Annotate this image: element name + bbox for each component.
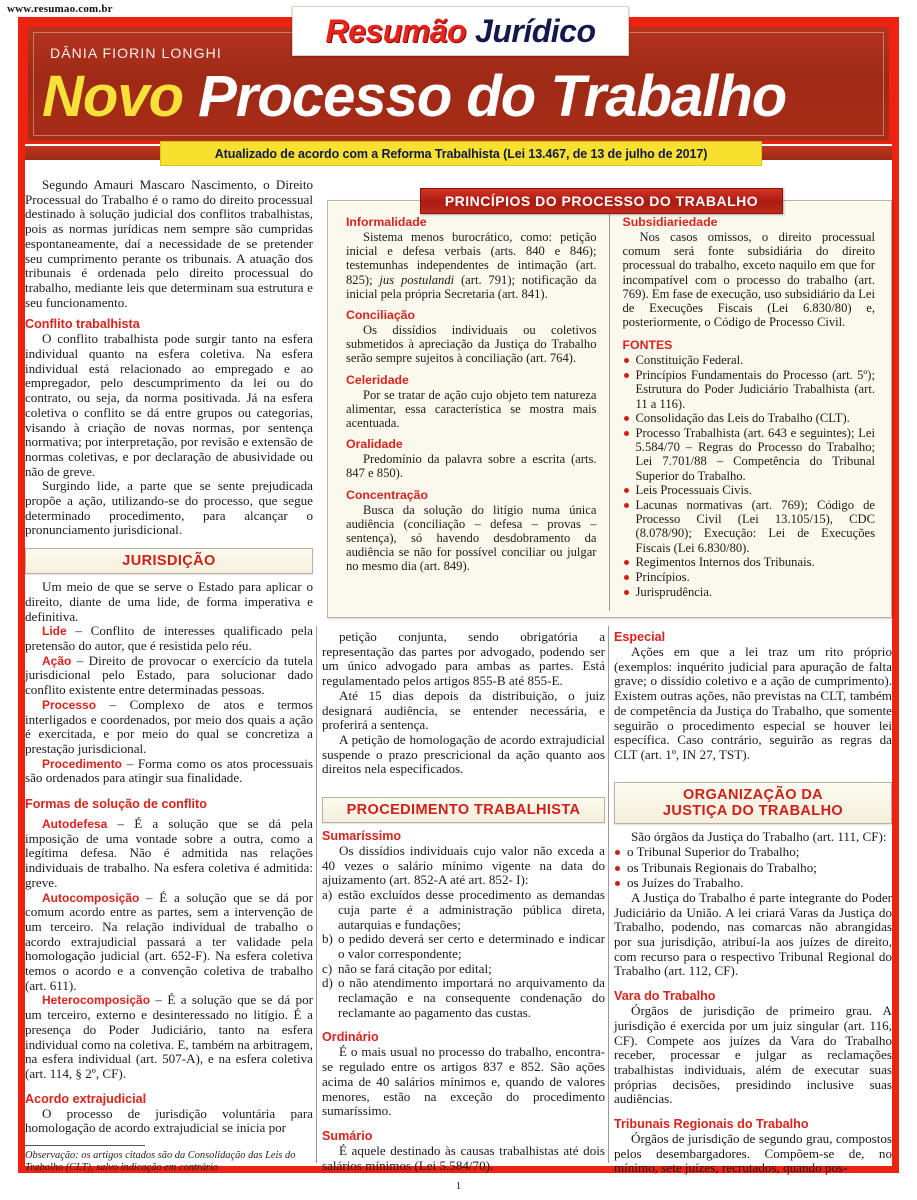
term-text-autocomposicao: – É a solução que se dá por comum acordo entre as partes, sem a intervenção de um terceiro. Na relação individual de trabalho o acordo extrajudicial passará a ter validade pela homologação judicial (art. 652-F). Na esfera coletiva temos o acordo e a convenção coletiva de trabalho (art. 611). [25,889,313,993]
acordo-paragraph: O processo de jurisdição voluntária para homologação de acordo extrajudicial se inicia por [25,1105,313,1136]
term-text-lide: – Conflito de interesses qualificado pela pretensão do autor, que é resistida pelo réu. [25,623,313,653]
column-divider-left [316,626,317,1163]
heading-tribunais-regionais: Tribunais Regionais do Trabalho [614,1117,809,1132]
term-text-autodefesa: – É a solução que se dá pela imposição de uma vontade sobre a outra, como a legítima defesa. Não é admitida nas relações individuais de trabalho. Na esfera coletiva é admitida: greve. [25,816,313,890]
term-label-processo: Processo [42,697,97,712]
term-label-lide: Lide [42,624,67,639]
term-text-processo: – Complexo de atos e termos interligados e coordenados, por meio dos quais a ação é exercitada, e por meio do qual se concretiza a prestação jurisdicional. [25,696,313,756]
ordinario-text: É o mais usual no processo do trabalho, encontra-se regulado entre os artigos 837 e 852. São ações acima de 40 salários mínimos e, quando de valores menores, estão na exceção do procedimento sumaríssimo. [322,1044,605,1119]
heading-ordinario: Ordinário [322,1030,379,1045]
org-intro: São órgãos da Justiça do Trabalho (art. 111, CF): [631,828,887,844]
sumarissimo-list [322,888,605,1020]
conflito-paragraph-2: Surgindo lide, a parte que se sente prejudicada propõe a ação, utilizando-se do processo, que segue determinado procedimento, para alcançar o pronunciamento jurisdicional. [25,478,313,538]
list-item: Consolidação das Leis do Trabalho (CLT). [623,411,876,425]
term-processo [25,698,313,757]
term-autocomposicao [25,891,313,994]
title-word-novo: Novo [42,64,183,129]
heading-especial: Especial [614,630,666,644]
term-text-procedimento: – Forma como os atos processuais são ordenados para atingir sua finalidade. [25,755,313,786]
list-item: Regimentos Internos dos Tribunais. [623,555,876,569]
principle-heading-informalidade: Informalidade [346,215,427,229]
heading-sumario: Sumário [322,1128,373,1143]
list-item: Constituição Federal. [623,353,876,367]
section-header-procedimento-trabalhista [322,797,605,823]
section-header-jurisdicao-label: JURISDIÇÃO [122,553,216,570]
principle-heading-conciliacao: Conciliação [346,308,416,323]
term-text-heterocomposicao: – É a solução que se dá por um terceiro, externo e desinteressado no litígio. É a presença do Poder Judiciário, tanto na esfera individual como na coletiva. E, também na arbitragem, na esfera individual (art. 507-A), e na esfera coletiva (art. 114, § 2º, CF). [25,992,313,1081]
jurisdicao-paragraph: Um meio de que se serve o Estado para aplicar o direito, diante de uma lide, de forma imperativa e definitiva. [25,579,313,624]
note-divider [25,1145,145,1146]
content-area [25,177,892,1176]
page-title [42,64,892,129]
site-url: www.resumao.com.br [7,3,113,15]
principle-text-celeridade: Por se tratar de ação cujo objeto tem natureza alimentar, essa característica se mostra mais acentuada. [346,387,597,431]
left-column [25,177,313,1174]
list-item: estão excluídos desse procedimento as demandas cuja parte é a administração pública direta, autarquias e fundações; [338,887,605,932]
term-label-autocomposicao: Autocomposição [42,890,140,905]
principle-text-concentracao: Busca da solução do litígio numa única audiência (conciliação – defesa – provas – sentença), só havendo desdobramento da audiência se não for possível conciliar ou julgar no mesmo dia (art. 849). [346,502,597,574]
list-item: Lacunas normativas (art. 769); Código de Processo Civil (Lei 13.105/15), CDC (8.078/90); Execução: Lei de Execuções Fiscais (Lei 6.830/80). [623,498,876,555]
list-item: o Tribunal Superior do Trabalho; [614,845,892,860]
principle-text-oralidade: Predomínio da palavra sobre a escrita (arts. 847 e 850). [346,452,597,481]
heading-acordo-extrajudicial: Acordo extrajudicial [25,1091,147,1106]
middle-column [322,178,605,1173]
list-item: o pedido deverá ser certo e determinado e indicar o valor correspondente; [338,931,605,961]
heading-formas-solucao: Formas de solução de conflito [25,797,207,812]
principles-banner [420,188,783,214]
sumarissimo-intro: Os dissídios individuais cujo valor não exceda a 40 vezes o salário mínimo vigente na data do ajuizamento (art. 852-A até art. 852- I): [322,843,605,888]
right-column [614,178,892,1176]
list-item: Processo Trabalhista (art. 643 e seguintes); Lei 5.584/70 – Regras do Processo do Trabalho; Lei 7.701/88 – Competência do Tribunal Superior do Trabalho. [623,426,876,483]
column-divider-right [608,626,609,1163]
principle-heading-oralidade: Oralidade [346,437,403,452]
brand-plate [292,6,629,56]
intro-paragraph: Segundo Amauri Mascaro Nascimento, o Direito Processual do Trabalho é o ramo do direito processual destinado à solução judicial dos conflitos trabalhistas, pois as normas jurídicas nem sempre são cumpridas espontaneamente, daí a necessidade de se pretender seu cumprimento perante os tribunais. A atuação dos tribunais é ordenada pelo direito processual do trabalho, mediante leis que determinam sua estrutura e seu funcionamento. [25,177,313,310]
heading-vara-do-trabalho: Vara do Trabalho [614,989,716,1004]
list-item: Princípios Fundamentais do Processo (art. 5º); Estrutura do Poder Judiciário Trabalhista (art. 11 a 116). [623,368,876,411]
observation-note: Observação: os artigos citados são da Consolidação das Leis do Trabalho (CLT), salvo indicação em contrário [25,1150,296,1174]
principle-text-informalidade: Sistema menos burocrático, como: petição inicial e defesa verbais (arts. 840 e 846); testemunhas independentes de intimação (art. 825); jus postulandi (art. 791); notificação da inicial pela própria Secretaria (art. 841). [346,230,597,301]
principle-text-subsidiariedade: Nos casos omissos, o direito processual comum será fonte subsidiária do direito processual do trabalho, exceto naquilo em que for incompatível com o processo do trabalho (art. 769). Em fase de execução, uso subsidiário da Lei de Execuções Fiscais (Lei 6.830/80) e, posteriormente, o Código de Processo Civil. [622,230,875,330]
mid-continuation-1: petição conjunta, sendo obrigatória a representação das partes por advogado, podendo ser um único advogado para ambas as partes. Está regulamentado pelos artigos 855-B até 855-E. [322,629,605,689]
term-text-acao: – Direito de provocar o exercício da tutela jurisdicional pelo Estado, para solucionar dado conflito existente entre determinadas pessoas. [25,652,313,698]
org-list [614,845,892,890]
latin-term-jus-postulandi: jus postulandi [379,272,455,287]
update-strip-label: Atualizado de acordo com a Reforma Trabalhista (Lei 13.467, de 13 de julho de 2017) [214,146,708,161]
section-header-organizacao-line2: JUSTIÇA DO TRABALHO [662,802,844,819]
update-strip [160,141,762,166]
conflito-paragraph-1: O conflito trabalhista pode surgir tanto na esfera individual quanto na esfera coletiva. Na esfera individual está relacionado ao empregado e ao empregador, pelo descumprimento da lei ou do contrato, ou seja, da norma positivada. Já na esfera coletiva o conflito se dá entre grupos ou categorias, visando à criação de novas normas, por sentença normativa; por interpretação, por revisão e extensão de normas coletivas, e por declaração de abusividade ou não de greve. [25,331,313,479]
term-heterocomposicao [25,993,313,1081]
term-lide [25,624,313,653]
list-item: os Juízes do Trabalho. [614,876,892,891]
term-label-autodefesa: Autodefesa [42,817,108,832]
list-item: Leis Processuais Civis. [623,483,876,497]
sumario-text: É aquele destinado às causas trabalhistas até dois salários mínimos (Lei 5.584/70). [322,1142,605,1173]
section-header-jurisdicao [25,548,313,574]
org-paragraph-2: A Justiça do Trabalho é parte integrante do Poder Judiciário da União. A lei criará Varas da Justiça do Trabalho, podendo, nas comarcas não abrangidas por sua jurisdição, atribuí-la aos juízes de direito, com recurso para o respectivo Tribunal Regional do Trabalho (art. 112, CF). [614,889,892,979]
brand-juridico: Jurídico [475,12,596,49]
principle-heading-concentracao: Concentração [346,487,429,502]
section-header-procedimento-label: PROCEDIMENTO TRABALHISTA [346,802,581,819]
term-acao [25,654,313,698]
term-label-acao: Ação [42,653,72,668]
term-procedimento [25,757,313,786]
term-label-heterocomposicao: Heterocomposição [42,993,151,1008]
author-name: DÂNIA FIORIN LONGHI [50,45,222,61]
section-header-organizacao [614,782,892,824]
mid-continuation-3: A petição de homologação de acordo extrajudicial suspende o prazo prescricional da ação quanto aos direitos nela especificados. [322,731,605,777]
vara-text: Órgãos de jurisdição de primeiro grau. A jurisdição é exercida por um juiz singular (art. 116, CF). Compete aos juízes da Vara do Trabalho receber, processar e julgar as reclamações trabalhistas individuais, além de executar suas próprias decisões, presidindo inclusive suas audiências. [614,1003,892,1107]
section-header-organizacao-line1: ORGANIZAÇÃO DA [682,786,824,803]
trt-text: Órgãos de jurisdição de segundo grau, compostos pelos desembargadores. Compõem-se de, no mínimo, sete juízes, recrutados, quando pos- [614,1131,892,1176]
principle-text-conciliacao: Os dissídios individuais ou coletivos submetidos à apreciação da Justiça do Trabalho serão sempre sujeitos à conciliação (art. 764). [346,323,597,366]
fontes-heading: FONTES [622,338,673,353]
mid-continuation-2: Até 15 dias depois da distribuição, o juiz designará audiência, se entender necessária, e proferirá a sentença. [322,687,605,733]
page-number: 1 [455,1180,462,1192]
list-item: Jurisprudência. [623,585,876,599]
term-label-procedimento: Procedimento [42,756,123,771]
principles-banner-label: PRINCÍPIOS DO PROCESSO DO TRABALHO [444,193,759,209]
term-autodefesa [25,817,313,891]
list-item: o não atendimento importará no arquivamento da reclamação e na consequente condenação do reclamante ao pagamento das custas. [338,975,605,1020]
list-item: Princípios. [623,570,876,584]
heading-sumarissimo: Sumaríssimo [322,829,402,844]
principle-heading-celeridade: Celeridade [346,372,409,387]
especial-text: Ações em que a lei traz um rito próprio (exemplos: inquérito judicial para apuração de falta grave; o dissídio coletivo e a ação de cumprimento). Existem outras ações, não previstas na CLT, também de competência da Justiça do Trabalho, que somente seguirão o procedimento especial se houver lei específica. Caso contrário, seguirão as regras da CLT (art. 1º, IN 27, TST). [614,644,892,762]
list-item: não se fará citação por edital; [338,960,492,976]
heading-conflito-trabalhista: Conflito trabalhista [25,317,140,332]
title-word-rest: Processo do Trabalho [198,64,787,129]
list-item: os Tribunais Regionais do Trabalho; [614,861,892,876]
principle-heading-subsidiariedade: Subsidiariedade [622,215,718,229]
brand-resumao: Resumão [325,12,467,49]
